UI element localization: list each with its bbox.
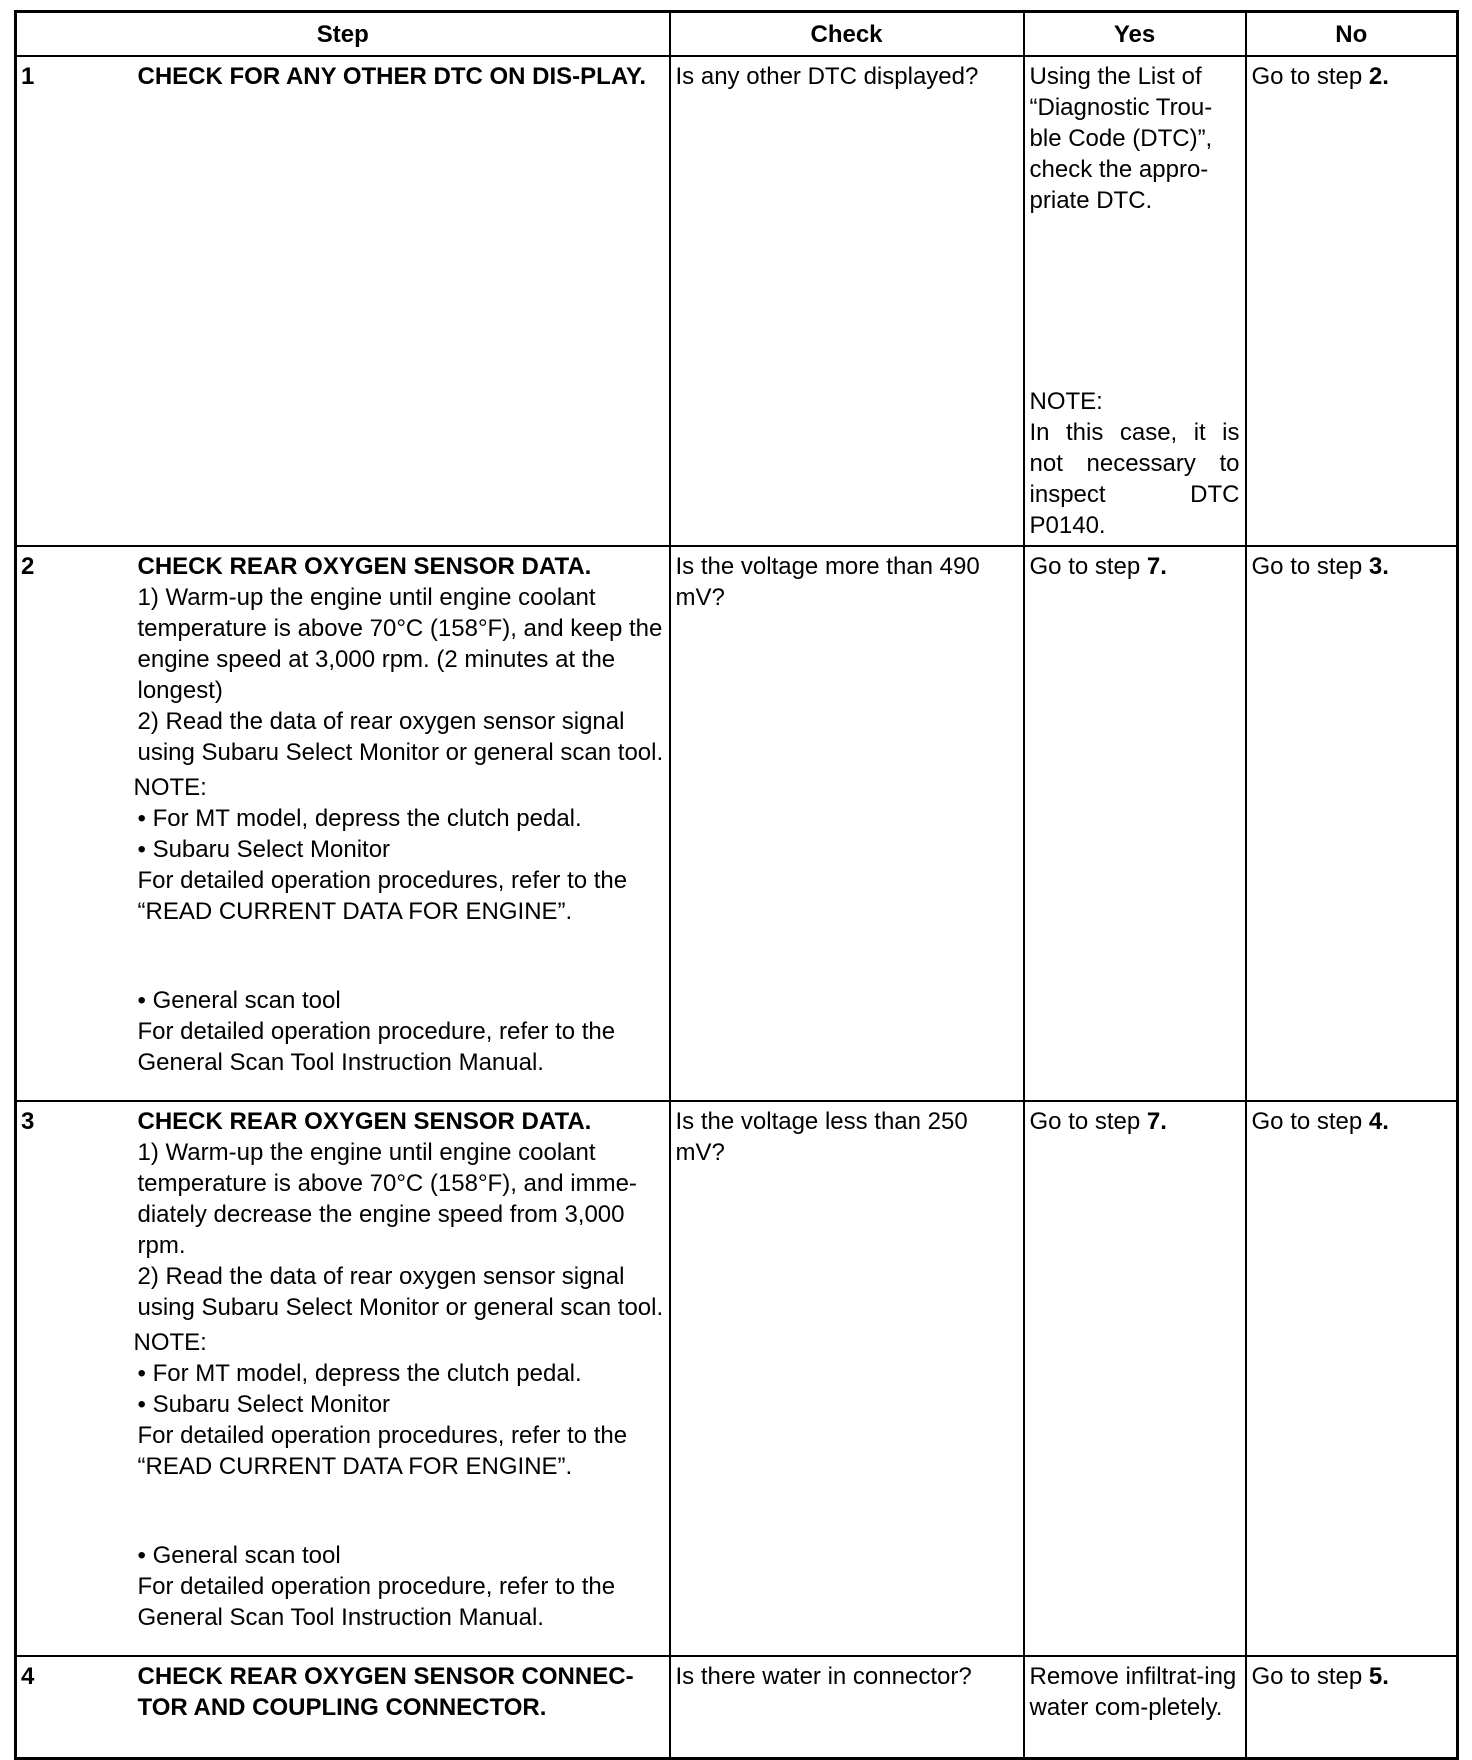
table-row [16, 546, 1458, 1101]
instruction-2: 2) Read the data of rear oxygen sensor signal using Subaru Select Monitor or general scan tool. [137, 708, 664, 766]
step-number: 3 [16, 1101, 136, 1656]
gst-text: For detailed operation procedure, refer to the General Scan Tool Instruction Manual. [137, 1018, 616, 1076]
yes-cell [1024, 1101, 1246, 1656]
check-cell: Is any other DTC displayed? [670, 56, 1024, 546]
step-description [133, 1101, 670, 1656]
yes-cell: Remove infiltrat-ing water com-pletely. [1024, 1656, 1246, 1759]
header-step: Step [16, 12, 670, 57]
step-description [136, 56, 670, 546]
instruction-2: 2) Read the data of rear oxygen sensor signal using Subaru Select Monitor or general scan tool. [137, 1263, 664, 1321]
header-yes: Yes [1024, 12, 1246, 57]
no-cell [1246, 546, 1458, 1101]
no-cell [1246, 1101, 1458, 1656]
note-bullet-mt: • For MT model, depress the clutch pedal. [137, 1360, 582, 1387]
yes-note-label: NOTE: [1029, 388, 1103, 415]
note-bullet-gst: • General scan tool [137, 987, 341, 1014]
step-number: 1 [16, 56, 136, 546]
no-step-ref: 5. [1368, 1663, 1389, 1690]
no-step-ref: 3. [1368, 553, 1389, 580]
instruction-1: 1) Warm-up the engine until engine coolant temperature is above 70°C (158°F), and imme-diately decrease the engine speed from 3,000 rpm. [137, 1139, 637, 1259]
header-no: No [1246, 12, 1458, 57]
no-prefix: Go to step [1251, 1108, 1369, 1135]
table-header-row [16, 12, 1458, 57]
yes-prefix: Go to step [1029, 1108, 1147, 1135]
yes-cell [1024, 546, 1246, 1101]
step-description [136, 1656, 670, 1759]
step-title: CHECK FOR ANY OTHER DTC ON DIS-PLAY. [137, 63, 646, 90]
no-cell [1246, 56, 1458, 546]
table-row [16, 56, 1458, 546]
yes-step-ref: 7. [1146, 553, 1167, 580]
note-label: NOTE: [133, 774, 207, 801]
no-prefix: Go to step [1251, 63, 1369, 90]
step-number: 2 [16, 546, 136, 1101]
diagnostic-table [14, 10, 1459, 1760]
yes-prefix: Go to step [1029, 553, 1147, 580]
no-prefix: Go to step [1251, 1663, 1369, 1690]
no-step-ref: 2. [1368, 63, 1389, 90]
step-number: 4 [16, 1656, 136, 1759]
ssm-text: For detailed operation procedures, refer to the “READ CURRENT DATA FOR ENGINE”. [137, 867, 628, 925]
gst-text: For detailed operation procedure, refer to the General Scan Tool Instruction Manual. [137, 1573, 616, 1631]
note-bullet-mt: • For MT model, depress the clutch pedal. [137, 805, 582, 832]
note-bullet-gst: • General scan tool [137, 1542, 341, 1569]
step-title: CHECK REAR OXYGEN SENSOR DATA. [137, 1108, 592, 1135]
table-row [16, 1656, 1458, 1759]
yes-cell [1024, 56, 1246, 546]
yes-step-ref: 7. [1146, 1108, 1167, 1135]
note-bullet-ssm: • Subaru Select Monitor [137, 1391, 391, 1418]
no-prefix: Go to step [1251, 553, 1369, 580]
instruction-1: 1) Warm-up the engine until engine coolant temperature is above 70°C (158°F), and keep the engine speed at 3,000 rpm. (2 minutes at the longest) [137, 584, 663, 704]
step-title: CHECK REAR OXYGEN SENSOR CONNEC-TOR AND COUPLING CONNECTOR. [137, 1663, 634, 1721]
table-row [16, 1101, 1458, 1656]
no-cell [1246, 1656, 1458, 1759]
no-step-ref: 4. [1368, 1108, 1389, 1135]
yes-note-text: In this case, it is not necessary to inspect DTC P0140. [1029, 419, 1240, 539]
step-description [133, 546, 670, 1101]
note-label: NOTE: [133, 1329, 207, 1356]
header-check: Check [670, 12, 1024, 57]
check-cell: Is the voltage more than 490 mV? [670, 546, 1024, 1101]
check-cell: Is there water in connector? [670, 1656, 1024, 1759]
ssm-text: For detailed operation procedures, refer to the “READ CURRENT DATA FOR ENGINE”. [137, 1422, 628, 1480]
yes-text: Using the List of “Diagnostic Trou-ble Code (DTC)”, check the appro-priate DTC. [1029, 63, 1213, 214]
step-title: CHECK REAR OXYGEN SENSOR DATA. [137, 553, 592, 580]
check-cell: Is the voltage less than 250 mV? [670, 1101, 1024, 1656]
note-bullet-ssm: • Subaru Select Monitor [137, 836, 391, 863]
